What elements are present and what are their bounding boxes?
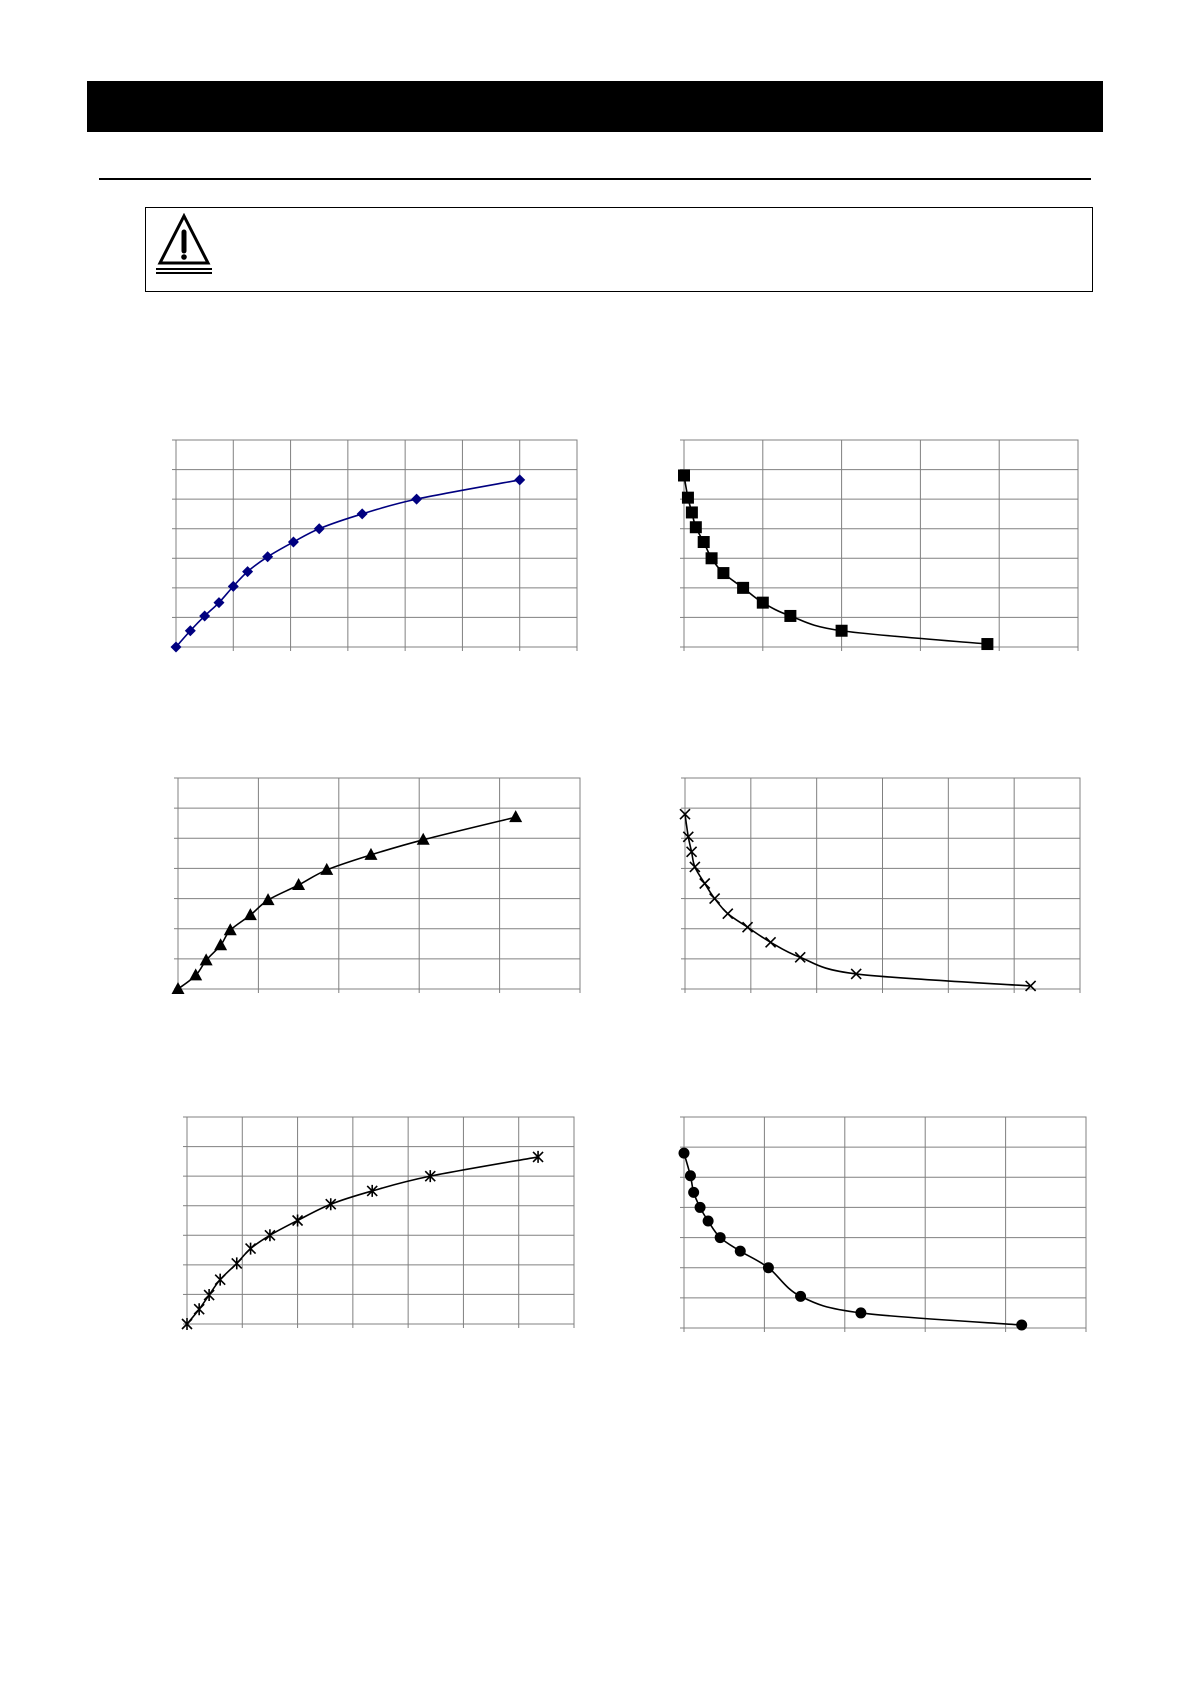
- plot-area: [176, 440, 577, 647]
- chart-4: [675, 768, 1090, 999]
- data-point-circle: [679, 1148, 690, 1159]
- data-point-circle: [763, 1262, 774, 1273]
- data-point-square: [686, 506, 698, 518]
- data-point-circle: [703, 1215, 714, 1226]
- data-point-square: [836, 625, 848, 637]
- chart-1: [166, 430, 587, 657]
- data-point-square: [717, 567, 729, 579]
- plot-area: [178, 778, 580, 989]
- data-point-circle: [685, 1170, 696, 1181]
- chart-2: [674, 430, 1088, 657]
- data-point-circle: [1016, 1319, 1027, 1330]
- data-point-square: [690, 521, 702, 533]
- plot-area: [187, 1117, 574, 1324]
- data-point-square: [784, 610, 796, 622]
- data-point-circle: [855, 1307, 866, 1318]
- chart-5: [177, 1107, 584, 1334]
- data-point-circle: [715, 1232, 726, 1243]
- data-point-circle: [688, 1187, 699, 1198]
- data-point-square: [706, 552, 718, 564]
- data-point-circle: [735, 1246, 746, 1257]
- plot-area: [684, 440, 1078, 647]
- data-point-square: [981, 638, 993, 650]
- chart-3: [168, 768, 590, 999]
- data-point-square: [678, 469, 690, 481]
- data-point-square: [698, 536, 710, 548]
- data-point-circle: [695, 1202, 706, 1213]
- data-point-square: [682, 492, 694, 504]
- plot-area: [684, 1117, 1086, 1328]
- data-point-square: [737, 582, 749, 594]
- data-point-circle: [795, 1291, 806, 1302]
- data-point-square: [757, 597, 769, 609]
- chart-6: [674, 1107, 1096, 1338]
